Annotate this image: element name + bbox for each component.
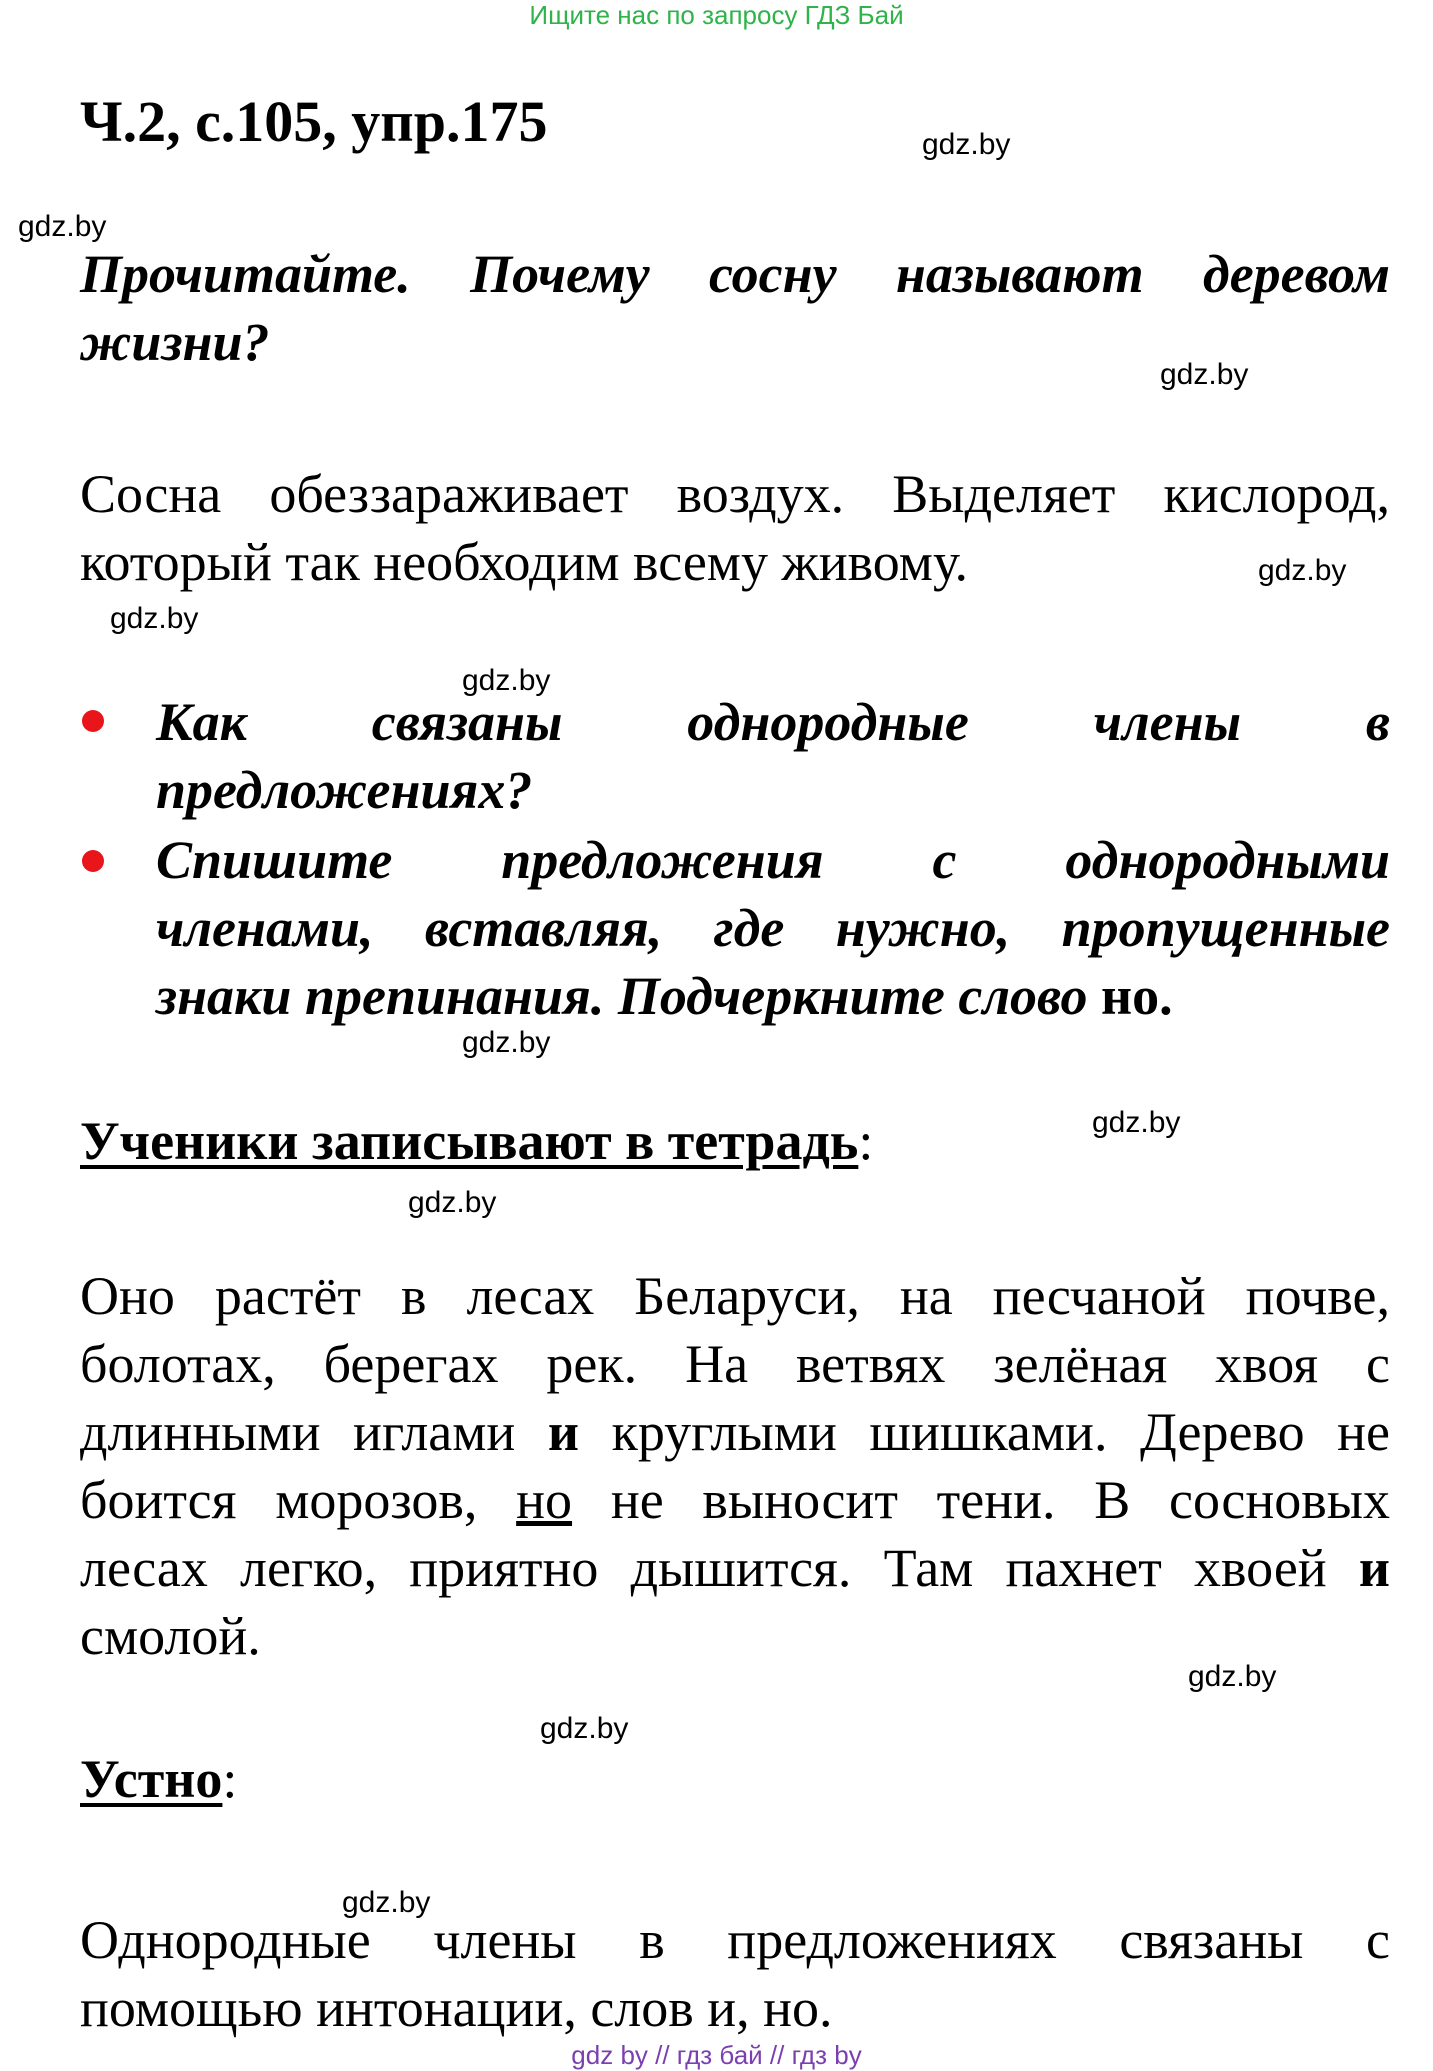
- watermark: gdz.by: [110, 602, 199, 635]
- passage-part: боится морозов,: [80, 1470, 478, 1530]
- section-label: Устно: [80, 1749, 223, 1809]
- passage-line: [80, 1534, 1390, 1602]
- passage-part: длинными иглами: [80, 1402, 516, 1462]
- passage-part: не выносит тени. В сосновых: [610, 1470, 1391, 1530]
- page-title: Ч.2, с.105, упр.175: [80, 89, 548, 154]
- watermark: gdz.by: [540, 1712, 629, 1745]
- watermark: gdz.by: [1092, 1106, 1181, 1139]
- passage-part: лесах легко, приятно дышится. Там пахнет хвоей: [80, 1538, 1327, 1598]
- keyword-no: но.: [1100, 966, 1173, 1026]
- bullet-text-line: [156, 962, 1173, 1030]
- passage-line: Однородные члены в предложениях связаны с: [80, 1910, 1390, 1970]
- watermark: gdz.by: [18, 210, 107, 243]
- bullet-icon: [82, 710, 104, 732]
- watermark: gdz.by: [1258, 554, 1347, 587]
- passage-line: Сосна обеззараживает воздух. Выделяет кислород,: [80, 464, 1390, 524]
- keyword-i: и: [1358, 1538, 1391, 1598]
- passage-line: [80, 1466, 1390, 1534]
- watermark: gdz.by: [462, 664, 551, 697]
- section-label: Ученики записывают в тетрадь: [80, 1111, 859, 1171]
- top-banner[interactable]: Ищите нас по запросу ГДЗ Бай: [529, 0, 904, 30]
- passage-line: [80, 1398, 1390, 1466]
- bullet-text-line: Спишите предложения с однородными: [156, 830, 1390, 890]
- passage-line: смолой.: [80, 1606, 261, 1666]
- passage-line: помощью интонации, слов и, но.: [80, 1978, 833, 2038]
- bullet-text-line: членами, вставляя, где нужно, пропущенные: [156, 898, 1390, 958]
- passage-line: болотах, берегах рек. На ветвях зелёная хвоя с: [80, 1334, 1390, 1394]
- watermark: gdz.by: [1188, 1660, 1277, 1693]
- section-heading-oral: [80, 1748, 237, 1810]
- task-instruction-line: Прочитайте. Почему сосну называют деревом: [80, 244, 1390, 304]
- keyword-i: и: [547, 1402, 580, 1462]
- section-colon: :: [222, 1749, 238, 1809]
- task-instruction-line: жизни?: [80, 312, 270, 372]
- passage-part: круглыми шишками. Дерево не: [611, 1402, 1391, 1462]
- watermark: gdz.by: [342, 1886, 431, 1919]
- bullet-text-line: Как связаны однородные члены в: [156, 692, 1390, 752]
- bullet-text-line: предложениях?: [156, 760, 533, 820]
- bullet-icon: [82, 850, 104, 872]
- footer-links[interactable]: gdz by // гдз бай // гдз by: [571, 2040, 862, 2070]
- section-heading-written: [80, 1110, 873, 1172]
- watermark: gdz.by: [408, 1186, 497, 1219]
- keyword-no-underlined: но: [516, 1470, 573, 1530]
- passage-line: Оно растёт в лесах Беларуси, на песчаной почве,: [80, 1266, 1390, 1326]
- passage-line: который так необходим всему живому.: [80, 532, 969, 592]
- bullet-text-part: знаки препинания. Подчеркните слово: [156, 966, 1088, 1026]
- watermark: gdz.by: [462, 1026, 551, 1059]
- section-colon: :: [858, 1111, 874, 1171]
- watermark: gdz.by: [1160, 358, 1249, 391]
- watermark: gdz.by: [922, 128, 1011, 161]
